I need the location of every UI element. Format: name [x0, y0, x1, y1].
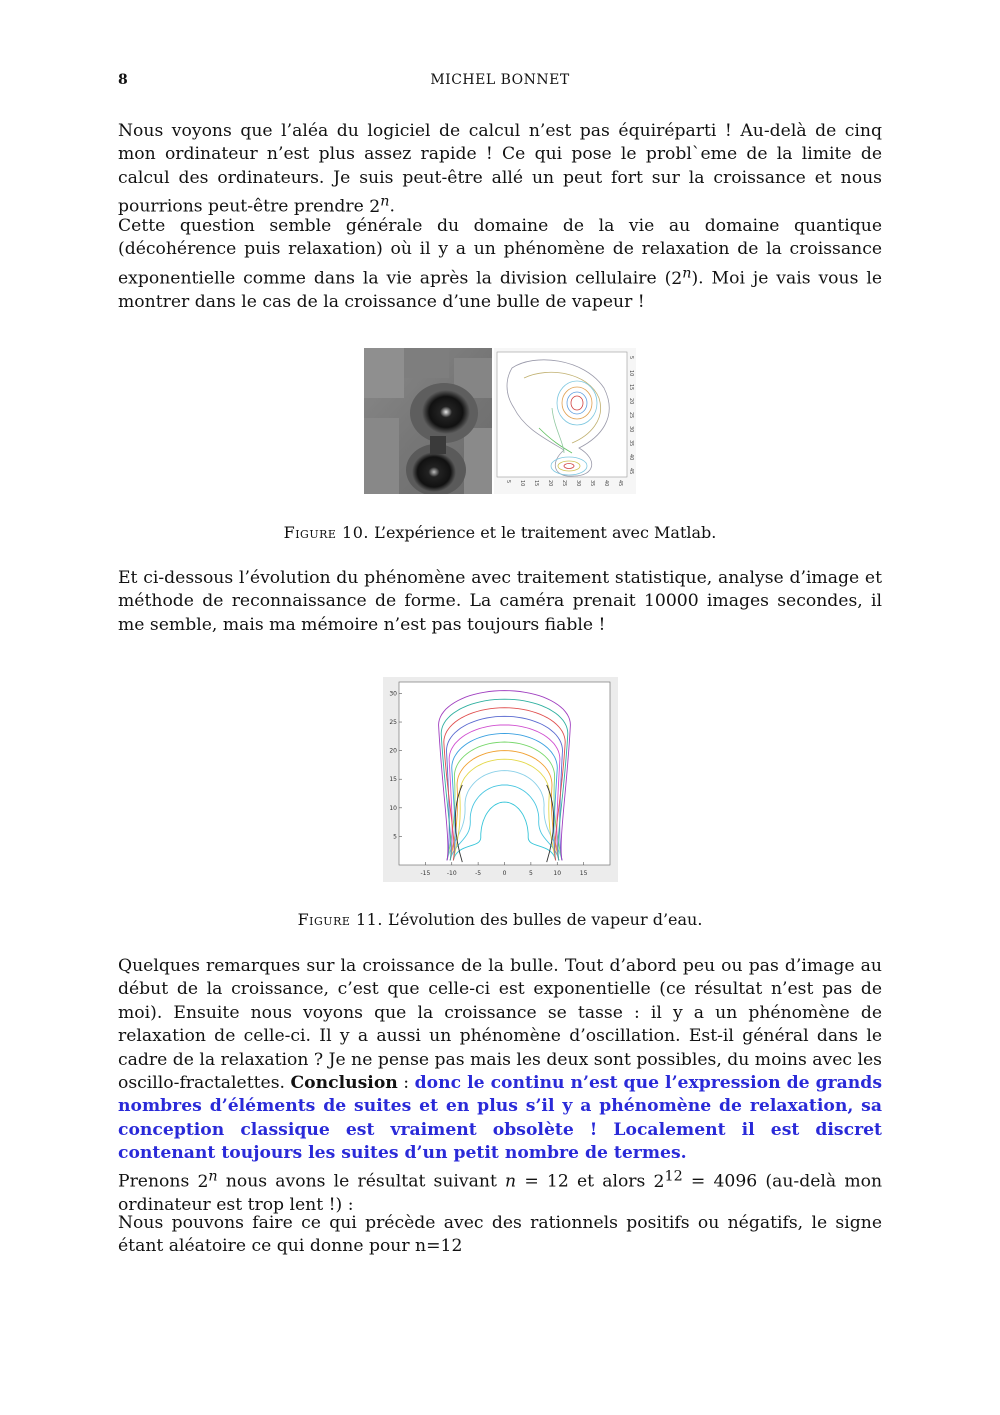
figure-11-label: Figure 11. — [297, 910, 383, 929]
contour-x-tick-label: 25 — [561, 480, 567, 487]
math-2n-prenons: 2$^n$ — [197, 1168, 218, 1192]
running-header — [118, 72, 882, 92]
page-number: 8 — [118, 72, 128, 88]
figure-10-image — [364, 348, 636, 494]
paragraph-3: Et ci-dessous l’évolution du phénomène avec traitement statistique, analyse d’image et méthode de reconnaissance de forme. La caméra prenait 10000 images secondes, il me semble, mais ma mémoire n’est pas toujours fiable ! — [118, 568, 882, 635]
figure-11-chart — [383, 677, 618, 882]
figure-10-label: Figure 10. — [283, 523, 369, 542]
contour-x-tick-label: 40 — [603, 480, 609, 487]
chart-y-tick-label: 10 — [389, 804, 397, 812]
running-author: MICHEL BONNET — [430, 72, 570, 88]
chart-x-tick-label: 5 — [528, 870, 533, 877]
chart-x-tick-label: -15 — [420, 870, 431, 877]
chart-plot-area — [399, 682, 610, 865]
figure-10-caption-text: L’expérience et le traitement avec Matlab. — [374, 523, 717, 542]
contour-x-tick-label: 15 — [533, 480, 539, 487]
chart-x-tick-label: -5 — [475, 870, 482, 877]
contour-y-tick-label: 45 — [628, 468, 634, 475]
contour-y-tick-label: 30 — [628, 426, 634, 433]
math-2-12: $2^{12}$ — [653, 1168, 683, 1192]
chart-y-tick-label: 30 — [389, 690, 397, 698]
math-2n: 2$^n$ — [369, 193, 390, 217]
contour-y-tick-label: 40 — [628, 454, 634, 461]
chart-x-tick-label: 0 — [502, 870, 507, 877]
conclusion-text: donc le continu n’est que l’expression de grands nombres d’éléments de suites et en plus s’il y a phénomène de relaxation, sa conception classique est vraiment obsolète ! Localement il est discret contenant toujours les suites d’un petit nombre de termes. — [118, 1073, 882, 1164]
figure-11-caption-text: L’évolution des bulles de vapeur d’eau. — [388, 910, 703, 929]
chart-x-tick-label: 10 — [553, 870, 562, 877]
conclusion-label: Conclusion — [290, 1073, 398, 1094]
contour-x-tick-label: 20 — [547, 480, 553, 487]
chart-y-tick-label: 5 — [393, 833, 397, 841]
chart-y-tick-label: 25 — [389, 719, 397, 727]
figure-11-caption — [118, 910, 882, 929]
paragraph-2: Cette question semble générale du domaine de la vie au domaine quantique (décohérence puis relaxation) où il y a un phénomène de relaxation de la croissance exponentielle comme dans la vie après la division cellulaire (2$^n$). Moi je vais vous le montrer dans le cas de la croissance d’une bulle de vapeur ! — [118, 216, 882, 312]
contour-plot — [494, 348, 636, 494]
contour-x-tick-label: 5 — [505, 480, 511, 484]
contour-y-tick-label: 10 — [628, 370, 634, 377]
contour-y-tick-label: 5 — [628, 356, 634, 360]
paragraph-1: Nous voyons que l’aléa du logiciel de calcul n’est pas équiréparti ! Au-delà de cinq mon ordinateur n’est plus assez rapide ! Ce qui pose le probl`eme de la limite de calcul des ordinateurs. Je suis peut-être allé un peut fort sur la croissance et nous pourrions peut-être prendre 2$^n$. — [118, 121, 882, 217]
contour-x-tick-label: 45 — [617, 480, 623, 487]
paragraph-4: Quelques remarques sur la croissance de la bulle. Tout d’abord peu ou pas d’image au début de la croissance, c’est que celle-ci est exponentielle (ce résultat n’est pas de moi). Ensuite nous voyons que la croissance se tasse : il y a un phénomène de relaxation de celle-ci. Il y a aussi un phénomène d’oscillation. Est-il général dans le cadre de la relaxation ? Je ne pense pas mais les deux sont possibles, du moins avec les oscillo-fractalettes. Conclusion : donc le continu n’est que l’expression de grands nombres d’éléments de suites et en plus s’il y a phénomène de relaxation, sa conception classique est vraiment obsolète ! Localement il est discret contenant toujours les suites d’un petit nombre de termes. — [118, 956, 882, 1164]
chart-x-tick-label: -10 — [446, 870, 457, 877]
contour-x-tick-label: 35 — [589, 480, 595, 487]
contour-x-tick-label: 30 — [575, 480, 581, 487]
figure-10-caption — [118, 523, 882, 542]
contour-x-tick-label: 10 — [519, 480, 525, 487]
contour-y-tick-label: 25 — [628, 412, 634, 419]
math-2n-inline: 2$^n$ — [671, 264, 692, 289]
paragraph-6: Nous pouvons faire ce qui précède avec des rationnels positifs ou négatifs, le signe étant aléatoire ce qui donne pour n=12 — [118, 1213, 882, 1257]
chart-y-tick-label: 15 — [389, 776, 397, 784]
bubble-photo — [364, 348, 492, 494]
contour-y-tick-label: 35 — [628, 440, 634, 447]
chart-y-tick-label: 20 — [389, 747, 397, 755]
paragraph-5: Prenons 2$^n$ nous avons le résultat suivant n = 12 et alors $2^{12} = 4096$ (au-delà mon ordinateur est trop lent !) : — [118, 1168, 883, 1216]
figure-10 — [364, 348, 636, 494]
contour-y-tick-label: 15 — [628, 384, 634, 391]
figure-11 — [383, 677, 618, 882]
contour-y-tick-label: 20 — [628, 398, 634, 405]
chart-x-tick-label: 15 — [579, 870, 588, 877]
